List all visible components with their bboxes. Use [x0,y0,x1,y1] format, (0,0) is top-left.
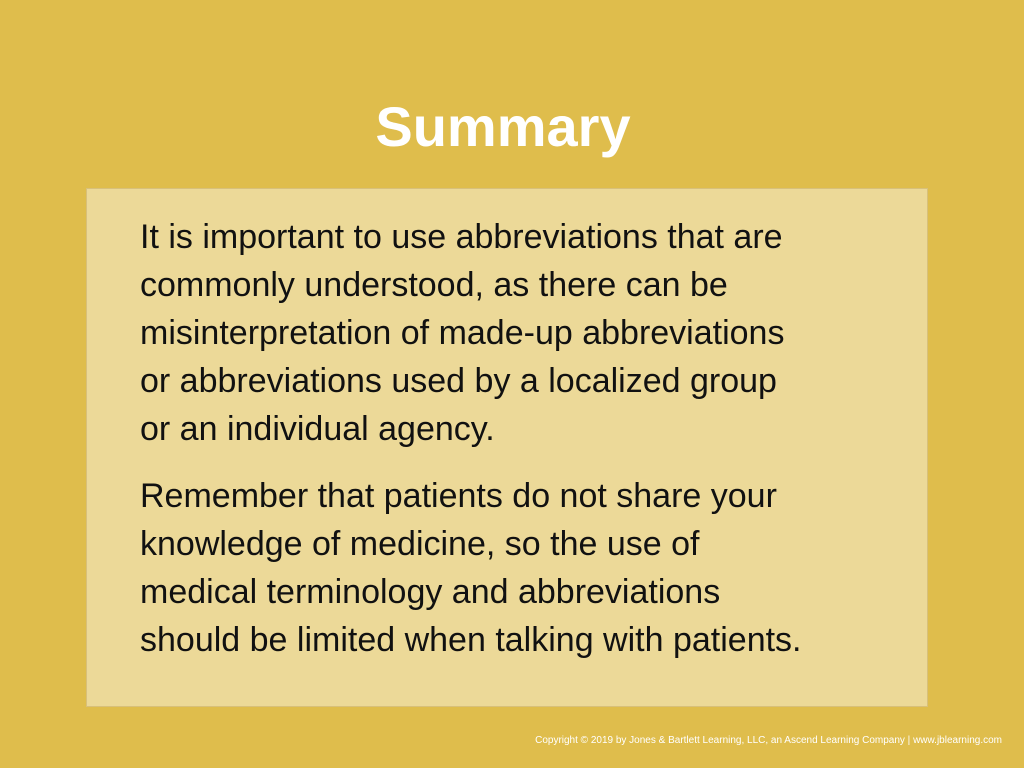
copyright-footer: Copyright © 2019 by Jones & Bartlett Learning, LLC, an Ascend Learning Company | www.jblearning.com [535,735,1002,746]
summary-paragraph-1: It is important to use abbreviations that are commonly understood, as there can be misinterpretation of made-up abbreviations or abbreviations used by a localized group or an individual agency. [140,218,785,448]
summary-paragraph-2: Remember that patients do not share your knowledge of medicine, so the use of medical terminology and abbreviations should be limited when talking with patients. [140,477,802,659]
slide-title: Summary [375,95,631,158]
content-box [86,188,928,707]
